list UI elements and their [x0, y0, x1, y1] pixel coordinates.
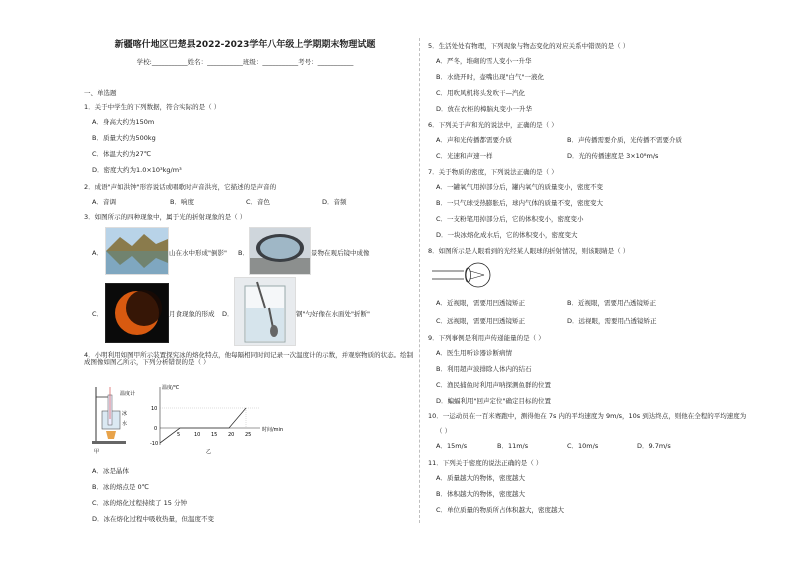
- question-10-bracket: （ ）: [436, 427, 452, 435]
- q3-option-d-label: 钢"勺好像在水面处"折断": [296, 310, 370, 318]
- x-axis-label: 时间/min: [262, 427, 284, 433]
- q8-option-a: A．近视眼，需要用凹透镜矫正: [436, 299, 525, 307]
- q4-option-a: A．冰是晶体: [92, 467, 129, 475]
- mountain-reflection-image: [105, 227, 169, 275]
- q7-option-c: C．一支粉笔用掉部分后，它的体积变小，密度变小: [436, 215, 584, 223]
- q9-option-c: C．渔民捕鱼时利用声呐探测鱼群的位置: [436, 381, 552, 389]
- section-heading: 一、单选题: [84, 89, 117, 97]
- q7-option-a: A．一罐氧气用掉部分后，罐内氧气的质量变小，密度不变: [436, 183, 603, 191]
- question-2: 2．成语"声如洪钟"形容说话或唱歌时声音洪亮，它描述的是声音的: [84, 183, 277, 191]
- q4-option-b: B．冰的熔点是 0℃: [92, 483, 149, 491]
- q1-option-d: D．密度大约为1.0×10³kg/m³: [92, 166, 182, 174]
- q9-option-a: A．医生用听诊器诊断病情: [436, 349, 512, 357]
- figure-caption-left: 甲: [94, 449, 100, 455]
- q4-option-d: D．冰在熔化过程中吸收热量，但温度不变: [92, 515, 215, 523]
- q10-option-b: B．11m/s: [497, 442, 529, 450]
- q9-option-d: D．蝙蝠利用"回声定位"确定目标的位置: [436, 397, 551, 405]
- eclipse-image: [105, 283, 169, 343]
- q1-option-b: B．质量大约为500kg: [92, 134, 156, 142]
- q10-option-c: C．10m/s: [567, 442, 599, 450]
- y-tick-10: 10: [151, 406, 158, 412]
- question-11: 11．下列关于密度的说法正确的是（ ）: [428, 459, 543, 467]
- tube-label: 冰: [122, 411, 128, 417]
- q10-option-d: D．9.7m/s: [637, 442, 671, 450]
- student-info-line: 学校:___________姓名：___________班级：___________考号：___________: [136, 58, 354, 66]
- question-3: 3．如图所示的四种现象中，属于光的折射现象的是（ ）: [84, 213, 247, 221]
- q8-option-b: B．近视眼，需要用凸透镜矫正: [567, 299, 656, 307]
- q1-option-a: A．身高大约为150m: [92, 118, 155, 126]
- q11-option-b: B．体积越大的物体，密度越大: [436, 490, 525, 498]
- eye-refraction-figure: [430, 262, 500, 288]
- q3-option-a-label: 山在水中形成"倒影": [169, 249, 227, 257]
- q3-option-d: D．: [222, 310, 234, 318]
- q8-option-d: D．远视眼，需要用凸透镜矫正: [567, 317, 657, 325]
- q3-option-c-label: 月食现象的形成: [169, 310, 215, 318]
- x-tick-20: 20: [228, 432, 235, 438]
- q2-option-b: B．响度: [170, 198, 194, 206]
- q6-option-d: D．光的传播速度是 3×10⁸m/s: [567, 152, 659, 160]
- question-4: 4．小明利用如图甲所示装置探究冰的熔化特点，他每隔相同时间记录一次温度计的示数，并观察物质的状态。绘制成图像如图乙所示，下列分析错误的是（ ）: [84, 351, 414, 367]
- exam-title: 新疆喀什地区巴楚县2022-2023学年八年级上学期期末物理试题: [114, 40, 376, 50]
- q1-option-c: C．体温大约为27℃: [92, 150, 152, 158]
- q9-option-b: B．利用超声波排除人体内的结石: [436, 365, 532, 373]
- question-8: 8．如图所示是人眼看到的光经某人眼球的折射情况，则该眼睛是（ ）: [428, 247, 630, 255]
- q2-option-d: D．音频: [322, 198, 347, 206]
- q11-option-c: C．单位质量的物质所占体积越大，密度越大: [436, 506, 565, 514]
- figure-caption-right: 乙: [206, 449, 212, 455]
- q7-option-b: B．一只气球受热膨胀后，球内气体的质量不变，密度变大: [436, 199, 603, 207]
- q3-option-b-label: 景物在观后镜中成像: [311, 249, 370, 257]
- y-tick-0: 0: [154, 426, 158, 432]
- q6-option-c: C．光速和声速一样: [436, 152, 493, 160]
- water-label: 水: [122, 421, 128, 427]
- q5-option-a: A．严冬，堆砌的雪人变小一升华: [436, 57, 532, 65]
- q5-option-c: C．用吹风机将头发吹干—汽化: [436, 89, 526, 97]
- q5-option-d: D．放在衣柜的樟脑丸变小一升华: [436, 105, 533, 113]
- q3-option-b: B．: [238, 249, 249, 257]
- question-9: 9．下列事例是利用声传递能量的是（ ）: [428, 334, 545, 342]
- column-divider: [419, 38, 420, 523]
- q2-option-a: A．音调: [92, 198, 116, 206]
- spoon-in-water-image: [234, 277, 296, 346]
- melting-experiment-figure: [90, 383, 290, 455]
- question-6: 6．下列关于声和光的说法中，正确的是（ ）: [428, 121, 558, 129]
- question-10: 10．一运动员在一百米赛跑中，测得他在 7s 内的平均速度为 9m/s，10s 到达终点，则他在全程的平均速度为: [428, 412, 747, 420]
- thermometer-label: 温度计: [120, 391, 136, 397]
- q3-option-c: C．: [92, 310, 104, 318]
- q6-option-a: A．声和光传播都需要介质: [436, 136, 512, 144]
- y-tick-minus10: -10: [150, 441, 159, 447]
- q7-option-d: D．一块冰熔化成水后，它的体积变小，密度变大: [436, 231, 578, 239]
- x-tick-5: 5: [177, 432, 181, 438]
- q5-option-b: B．水烧开时，壶嘴出现"白气"一液化: [436, 73, 544, 81]
- x-tick-25: 25: [245, 432, 252, 438]
- q2-option-c: C．音色: [246, 198, 271, 206]
- question-5: 5．生活处处有物理，下列现象与物态变化的对应关系中错误的是（ ）: [428, 42, 630, 50]
- q10-option-a: A．15m/s: [436, 442, 468, 450]
- x-tick-10: 10: [194, 432, 201, 438]
- question-1: 1．关于中学生的下列数据，符合实际的是（ ）: [84, 103, 221, 111]
- y-axis-label: 温度/℃: [162, 385, 180, 391]
- q6-option-b: B．声传播需要介质，光传播不需要介质: [567, 136, 682, 144]
- x-tick-15: 15: [211, 432, 218, 438]
- q8-option-c: C．远视眼，需要用凹透镜矫正: [436, 317, 526, 325]
- q4-option-c: C．冰的熔化过程持续了 15 分钟: [92, 499, 187, 507]
- q11-option-a: A．质量越大的物体，密度越大: [436, 474, 525, 482]
- rearview-mirror-image: [249, 227, 311, 275]
- q3-option-a: A．: [92, 249, 103, 257]
- question-7: 7．关于物质的密度，下列说法正确的是（ ）: [428, 168, 558, 176]
